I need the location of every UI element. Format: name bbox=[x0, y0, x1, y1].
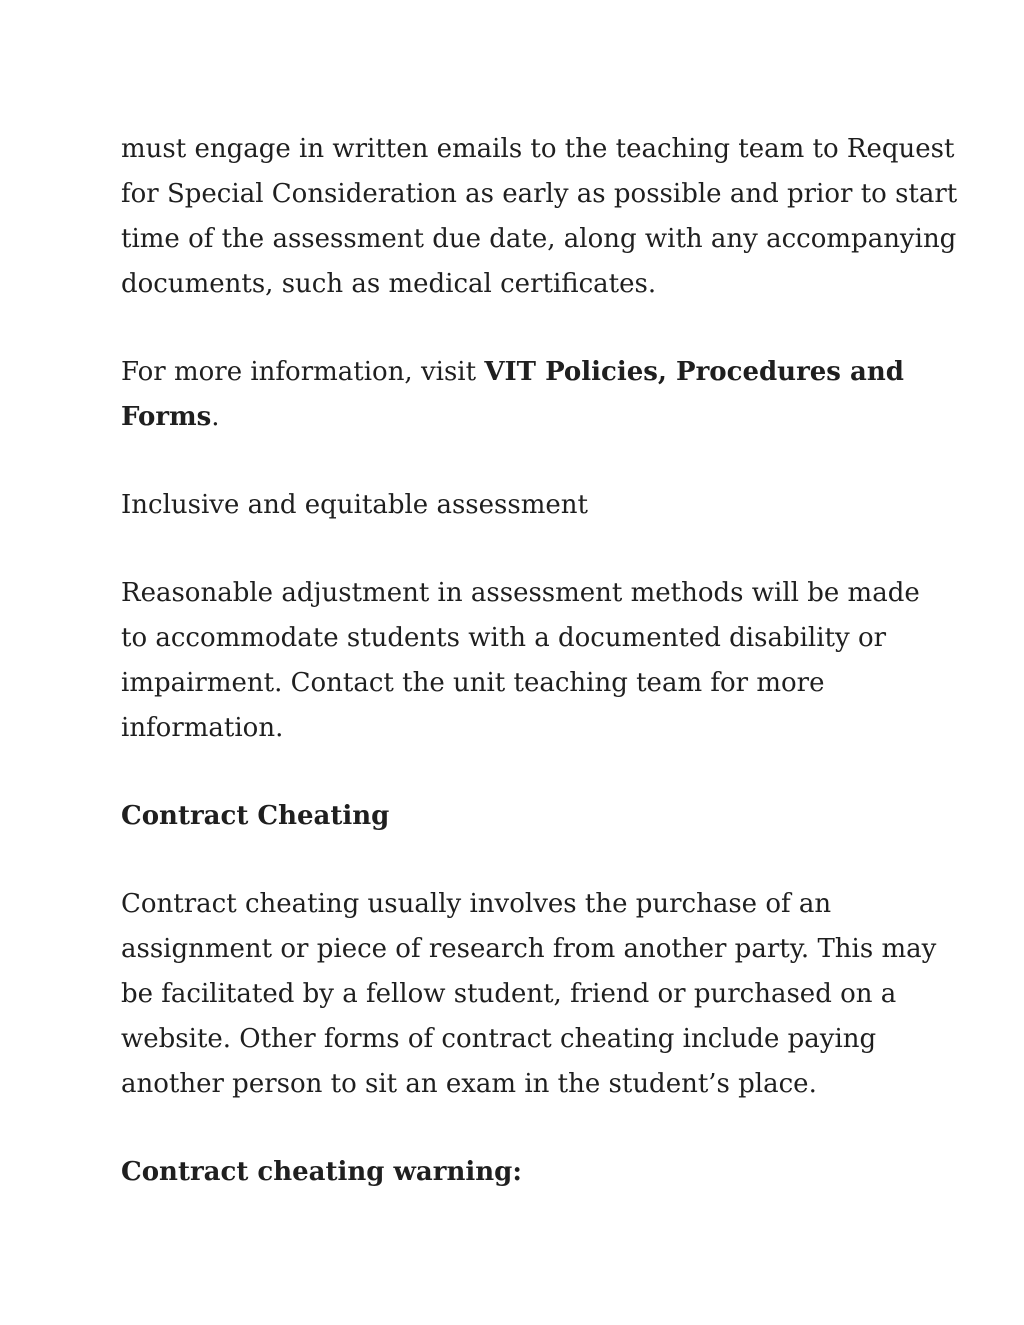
text-line bbox=[121, 395, 921, 440]
text-line: Inclusive and equitable assessment bbox=[121, 490, 588, 520]
text-line: documents, such as medical certificates. bbox=[121, 269, 657, 299]
inclusive-assessment-heading bbox=[121, 483, 921, 528]
vit-policies-link[interactable]: VIT Policies, Procedures and bbox=[484, 357, 904, 387]
text-line: be facilitated by a fellow student, friend or purchased on a bbox=[121, 979, 897, 1009]
special-consideration-paragraph bbox=[121, 127, 958, 307]
text-line: Contract cheating usually involves the purchase of an bbox=[121, 889, 832, 919]
text-line: assignment or piece of research from another party. This may bbox=[121, 934, 937, 964]
contract-cheating-heading bbox=[121, 794, 921, 839]
text-line: Reasonable adjustment in assessment methods will be made bbox=[121, 578, 920, 608]
text-line: time of the assessment due date, along with any accompanying bbox=[121, 224, 957, 254]
text-line: impairment. Contact the unit teaching team for more bbox=[121, 668, 825, 698]
text-line: to accommodate students with a documented disability or bbox=[121, 623, 887, 653]
text-line: Contract cheating warning: bbox=[121, 1157, 522, 1187]
contract-cheating-warning-heading bbox=[121, 1150, 921, 1195]
reasonable-adjustment-paragraph bbox=[121, 571, 921, 751]
more-info-prefix: For more information, visit bbox=[121, 357, 485, 387]
more-info-suffix: . bbox=[211, 402, 220, 432]
text-line bbox=[121, 350, 921, 395]
document-page bbox=[121, 127, 958, 1195]
text-line: for Special Consideration as early as possible and prior to start bbox=[121, 179, 958, 209]
contract-cheating-paragraph bbox=[121, 882, 937, 1107]
more-info-paragraph bbox=[121, 350, 921, 440]
vit-policies-link-continued[interactable]: Forms bbox=[121, 402, 212, 432]
text-line: must engage in written emails to the teaching team to Request bbox=[121, 134, 955, 164]
text-line: Contract Cheating bbox=[121, 801, 390, 831]
text-line: another person to sit an exam in the student’s place. bbox=[121, 1069, 817, 1099]
text-line: website. Other forms of contract cheating include paying bbox=[121, 1024, 877, 1054]
text-line: information. bbox=[121, 713, 284, 743]
